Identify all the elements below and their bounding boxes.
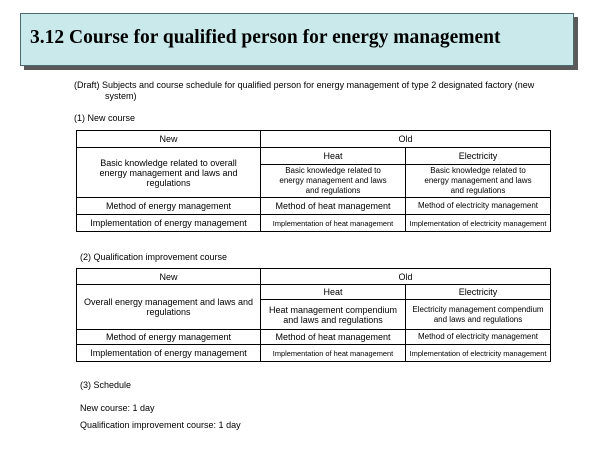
row2-new: Method of energy management [77, 330, 261, 345]
header-old: Old [261, 131, 551, 148]
schedule-new-course: New course: 1 day [80, 403, 155, 413]
row1-heat: Basic knowledge related to energy management and laws and regulations [261, 165, 406, 198]
row1-electricity: Basic knowledge related to energy management and laws and regulations [406, 165, 551, 198]
row2-electricity: Method of electricity management [406, 198, 551, 215]
row3-new: Implementation of energy management [77, 345, 261, 362]
qualification-course-table [76, 268, 551, 362]
title-box [20, 13, 574, 66]
header-electricity: Electricity [406, 285, 551, 300]
row3-electricity: Implementation of electricity management [406, 215, 551, 232]
intro-text [74, 80, 554, 102]
row1-new: Overall energy management and laws and regulations [77, 285, 261, 330]
section3-heading: (3) Schedule [80, 380, 132, 390]
row2-electricity: Method of electricity management [406, 330, 551, 345]
row3-electricity: Implementation of electricity management [406, 345, 551, 362]
header-old: Old [261, 269, 551, 285]
header-heat: Heat [261, 148, 406, 165]
header-new: New [77, 269, 261, 285]
row1-heat: Heat management compendium and laws and regulations [261, 300, 406, 330]
schedule-qualification-course: Qualification improvement course: 1 day [80, 420, 241, 430]
intro-line-2: system) [105, 91, 137, 101]
section1-heading: (1) New course [74, 113, 136, 123]
section2-heading: (2) Qualification improvement course [80, 252, 228, 262]
row2-heat: Method of heat management [261, 198, 406, 215]
row3-new: Implementation of energy management [77, 215, 261, 232]
intro-line-1: (Draft) Subjects and course schedule for qualified person for energy management of type 2 designated factory (new [74, 80, 535, 90]
page-title: 3.12 Course for qualified person for energy management [30, 27, 501, 48]
row3-heat: Implementation of heat management [261, 215, 406, 232]
header-electricity: Electricity [406, 148, 551, 165]
row1-new: Basic knowledge related to overall energy management and laws and regulations [77, 148, 261, 198]
row3-heat: Implementation of heat management [261, 345, 406, 362]
new-course-table [76, 130, 551, 232]
row1-electricity: Electricity management compendium and laws and regulations [406, 300, 551, 330]
header-heat: Heat [261, 285, 406, 300]
row2-heat: Method of heat management [261, 330, 406, 345]
header-new: New [77, 131, 261, 148]
row2-new: Method of energy management [77, 198, 261, 215]
